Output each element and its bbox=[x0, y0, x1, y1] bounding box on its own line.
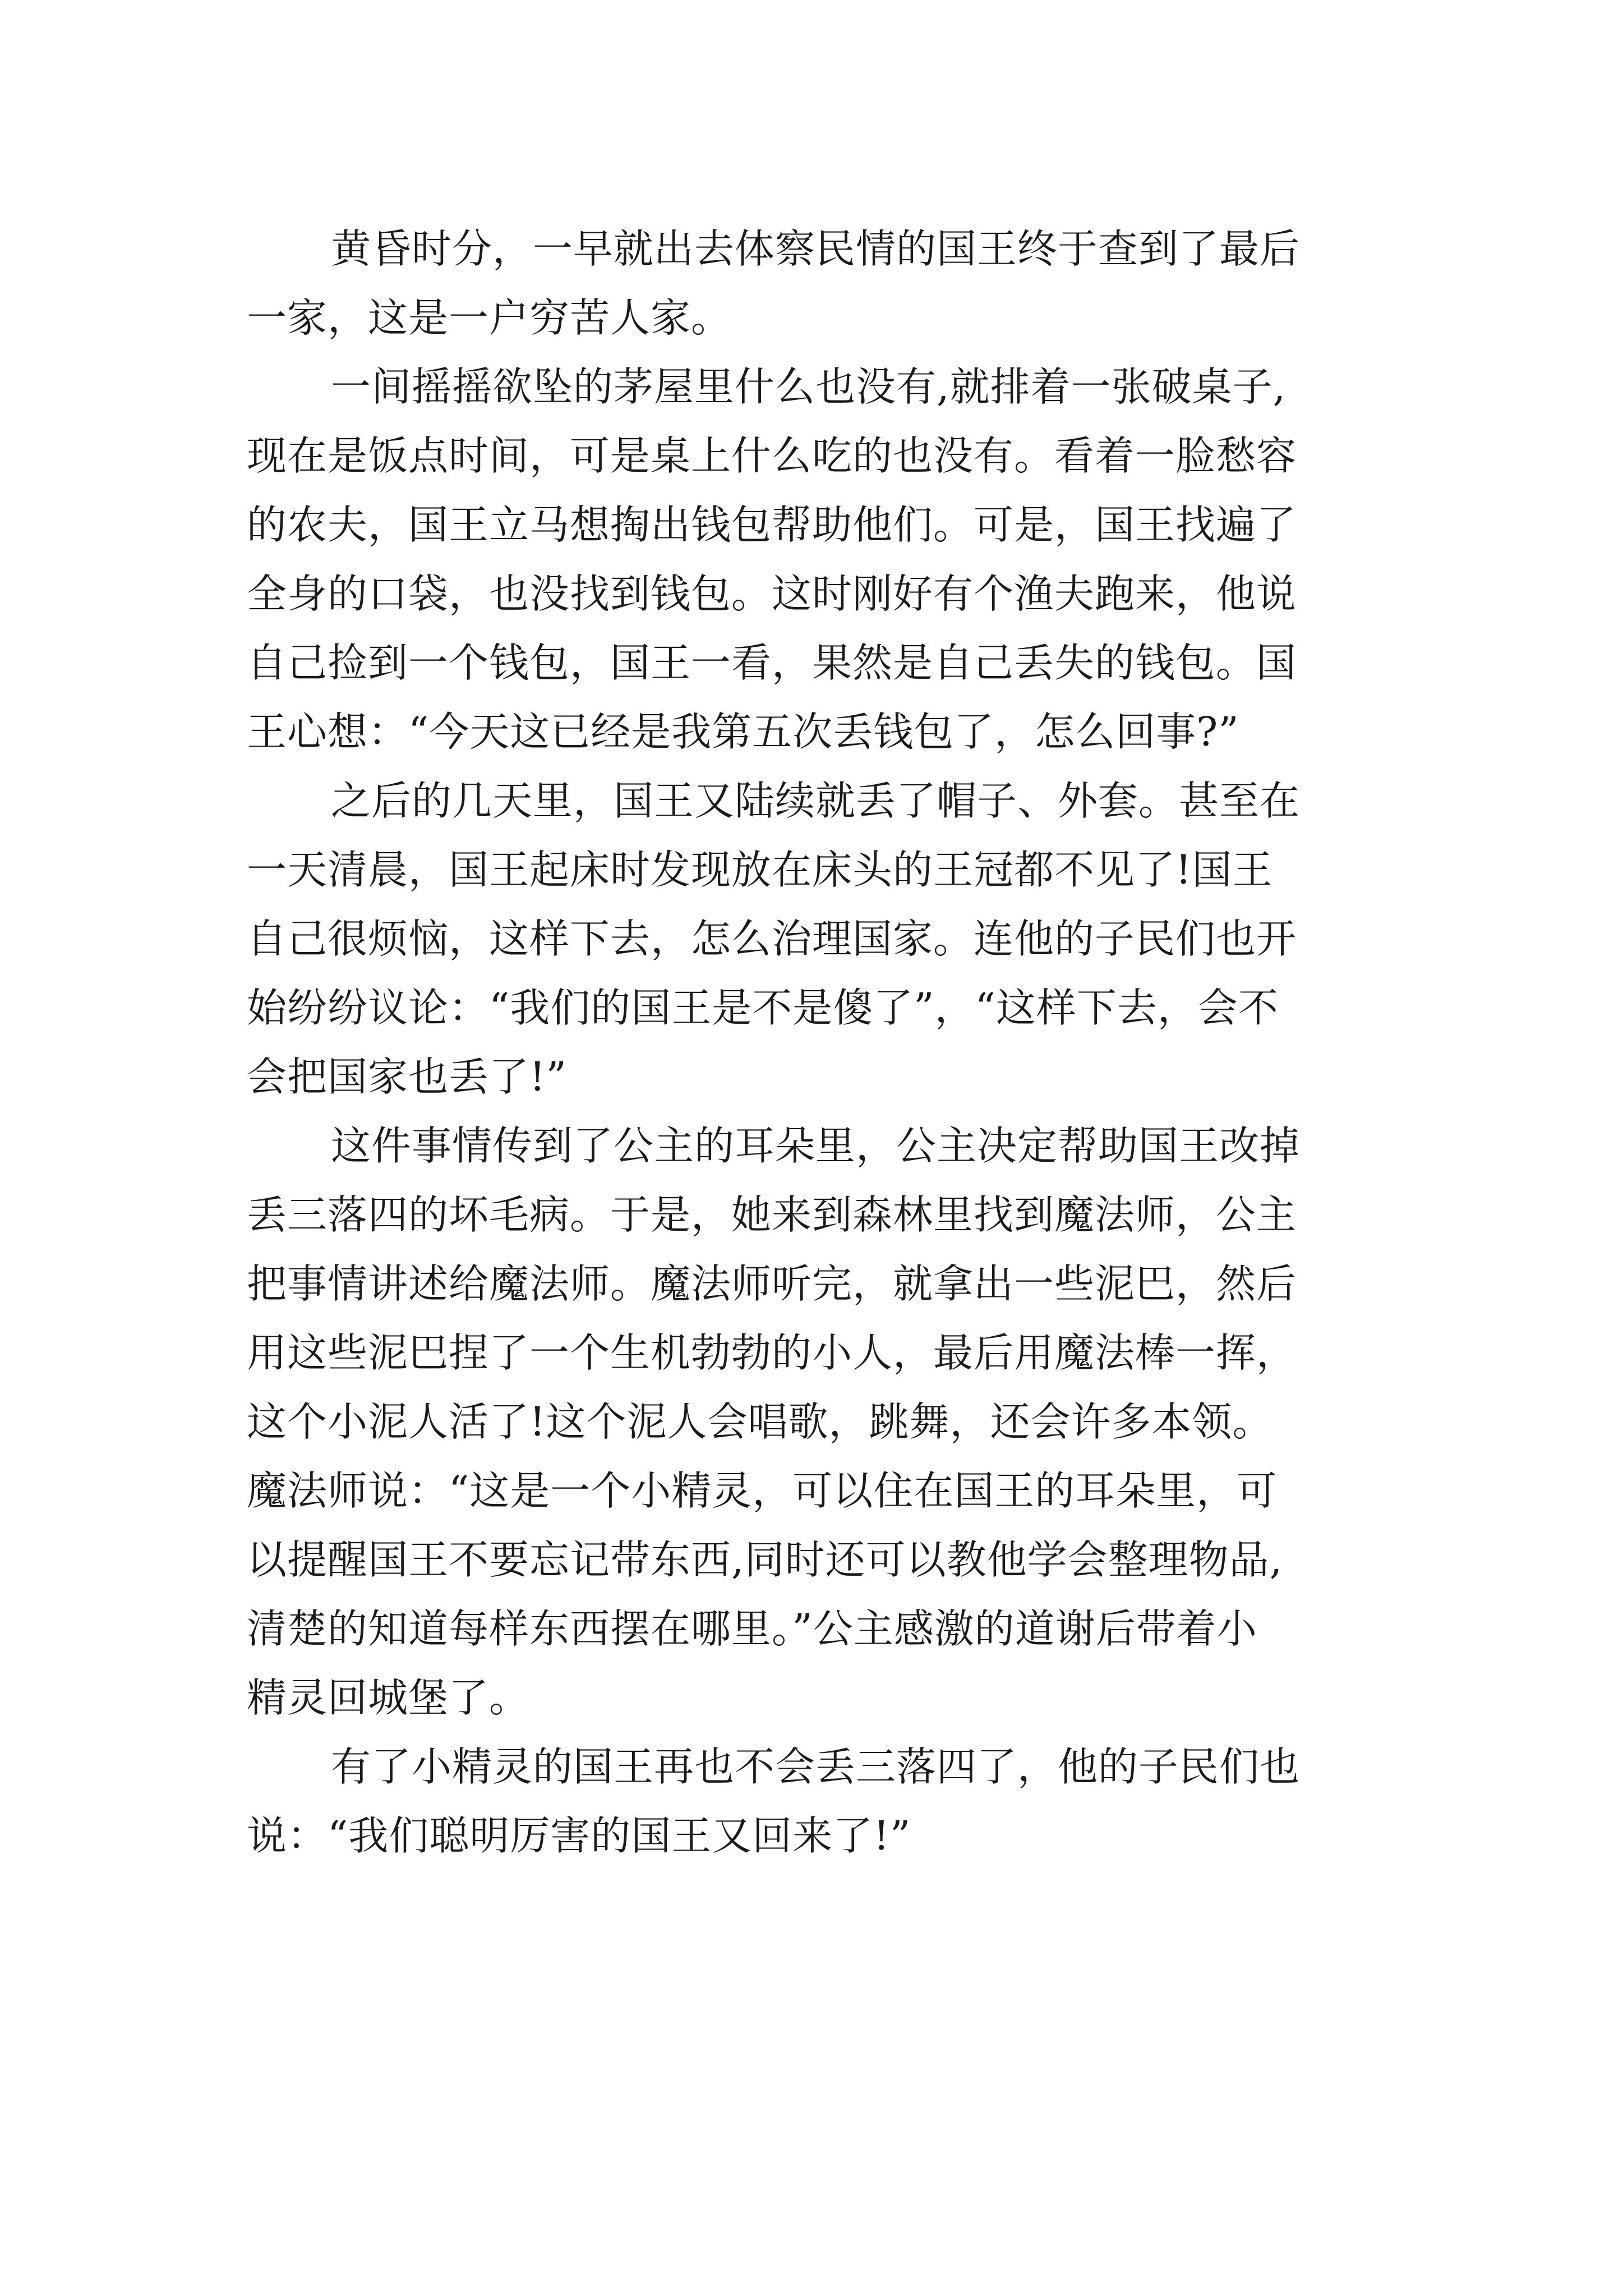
text-line: 自己很烦恼，这样下去，怎么治理国家。连他的子民们也开 bbox=[247, 915, 1297, 962]
paragraph-4 bbox=[247, 1111, 1453, 1732]
text-line: 魔法师说：“这是一个小精灵，可以住在国王的耳朵里，可 bbox=[247, 1467, 1278, 1514]
text-line: 王心想：“今天这已经是我第五次丢钱包了，怎么回事?” bbox=[247, 708, 1239, 755]
text-line: 有了小精灵的国王再也不会丢三落四了，他的子民们也 bbox=[331, 1743, 1301, 1790]
text-line: 现在是饭点时间，可是桌上什么吃的也没有。看着一脸愁容 bbox=[247, 432, 1297, 479]
paragraph-3 bbox=[247, 766, 1453, 1111]
text-line: 一天清晨，国王起床时发现放在床头的王冠都不见了!国王 bbox=[247, 846, 1273, 893]
text-line: 把事情讲述给魔法师。魔法师听完，就拿出一些泥巴，然后 bbox=[247, 1260, 1297, 1307]
text-line: 说：“我们聪明厉害的国王又回来了!” bbox=[247, 1812, 911, 1859]
text-line: 精灵回城堡了。 bbox=[247, 1674, 530, 1721]
text-line: 始纷纷议论：“我们的国王是不是傻了”，“这样下去，会不 bbox=[247, 984, 1279, 1031]
text-line: 一家，这是一户穷苦人家。 bbox=[247, 295, 732, 341]
text-line: 之后的几天里，国王又陆续就丢了帽子、外套。甚至在 bbox=[331, 777, 1301, 824]
text-line: 一间摇摇欲坠的茅屋里什么也没有,就排着一张破桌子, bbox=[331, 364, 1287, 410]
text-line: 用这些泥巴捏了一个生机勃勃的小人，最后用魔法棒一挥， bbox=[247, 1329, 1297, 1376]
text-line: 这件事情传到了公主的耳朵里，公主决定帮助国王改掉 bbox=[331, 1122, 1301, 1169]
story-text bbox=[247, 214, 1453, 1870]
paragraph-5 bbox=[247, 1732, 1453, 1870]
text-line: 清楚的知道每样东西摆在哪里。”公主感激的道谢后带着小 bbox=[247, 1605, 1257, 1652]
text-line: 黄昏时分，一早就出去体察民情的国王终于查到了最后 bbox=[331, 226, 1301, 272]
paragraph-1 bbox=[247, 214, 1453, 352]
text-line: 丢三落四的坏毛病。于是，她来到森林里找到魔法师，公主 bbox=[247, 1191, 1297, 1238]
text-line: 这个小泥人活了!这个泥人会唱歌，跳舞，还会许多本领。 bbox=[247, 1398, 1273, 1445]
paragraph-2 bbox=[247, 352, 1453, 766]
text-line: 全身的口袋，也没找到钱包。这时刚好有个渔夫跑来，他说 bbox=[247, 570, 1297, 617]
text-line: 会把国家也丢了!” bbox=[247, 1053, 567, 1100]
text-line: 自己捡到一个钱包，国王一看，果然是自己丢失的钱包。国 bbox=[247, 639, 1297, 686]
text-line: 以提醒国王不要忘记带东西,同时还可以教他学会整理物品, bbox=[247, 1536, 1283, 1583]
text-line: 的农夫，国王立马想掏出钱包帮助他们。可是，国王找遍了 bbox=[247, 501, 1297, 548]
